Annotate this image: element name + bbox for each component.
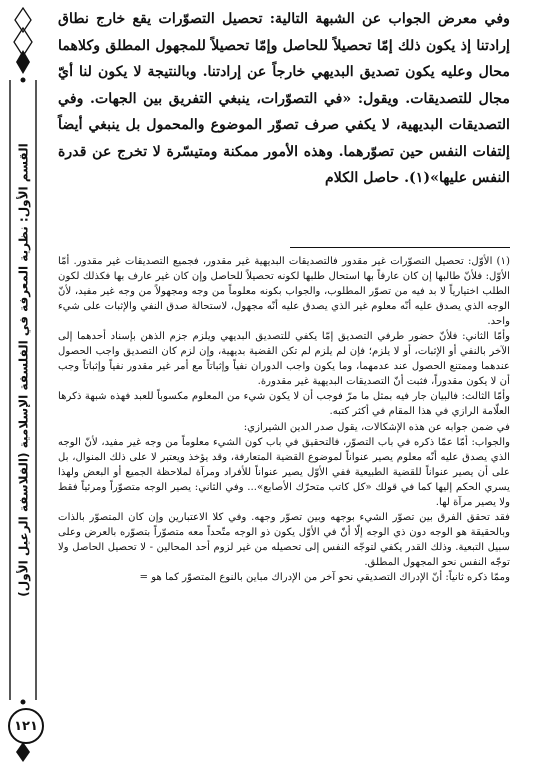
running-head: القسم الأول: نظرية المعرفة في الفلسفة الإسلامية (الفلاسفة الرعيل الأول) (16, 143, 31, 597)
footnote-paragraph-7: وممّا ذكره ثانياً: أنّ الإدراك التصديقي نحو آخر من الإدراك مباين بالنوع المتصوّر كما هو = (139, 571, 510, 583)
decorative-side-border (0, 0, 46, 768)
footnote-paragraph-3: وأمّا الثالث: فالبيان جار فيه بمثل ما مرّ فوجب أن لا يكون شيء من المعلوم مكسوباً للعبد فهذه شبهة ذكرها العلّامة الرازي في هذا المقام في أكثر كتبه. (58, 391, 510, 418)
page-number: ١٢١ (8, 708, 44, 744)
footnote-paragraph-5: والجواب: أمّا عمّا ذكره في باب التصوّر، فالتحقيق في باب كون الشيء معلوماً من وجه غير مفيد، لأنّ الوجه الذي يصدق عليه أنّه معلوم يصير عنواناً لموضوع القضية المتعارفة، وقد يؤخذ ويعتبر لا على ذلك المنوال، بل على أن يصير عنواناً للقضية الطبيعية ففي الأوّل يصير عنواناً للأفراد ومرآة لملاحظة الجميع أو البعض ولهذا يسري الحكم إليها كما في قولك «كل كاتب متحرّك الأصابع»... وفي الثاني: يصير الوجه متصوّراً ومرئياً فقط ولا يصير مرآة لها. (58, 436, 510, 508)
footnote-paragraph-2: وأمّا الثاني: فلأنّ حضور طرفي التصديق إمّا يكفي للتصديق البديهي ويلزم جزم الذهن بإسناد أحدهما إلى الآخر بالنفي أو الإثبات، أو لا يلزم؛ فإن لم يلزم لم تكن القضية بديهية، وإن لزم كان التصديق واجب الحصول عندهما وممتنع الحصول عند عدمهما، وما يكون واجب الدوران نفياً وإثباتاً مع أمر غير مقدور نفياً وإثباتاً وجب أن لا يكون مقدوراً، فثبت أنّ التصديقات البديهية غير مقدورة. (58, 331, 510, 388)
footnotes-block (58, 254, 510, 585)
body-paragraph: وفي معرض الجواب عن الشبهة التالية: تحصيل التصوّرات يقع خارج نطاق إرادتنا إذ يكون ذلك إمّا تحصيلاً للحاصل وإمّا تحصيلاً للمجهول المطلق وكلاهما محال وعليه يكون تصديق البديهي خارجاً عن إرادتنا. وبالنتيجة لا يكون لنا أيّ مجال للتصديقات. ويقول: «في التصوّرات، ينبغي التفريق بين الجهات. وفي التصديقات البديهية، لا يكفي صرف تصوّر الموضوع والمحمول بل ينبغي أيضاً إلتفات النفس حين تصوّرهما. وهذه الأمور ممكنة ومتيسّرة لا تخرج عن قدرة النفس عليها»(١). حاصل الكلام (58, 11, 510, 186)
footnote-paragraph-1: (١) الأوّل: تحصيل التصوّرات غير مقدور فالتصديقات البديهية غير مقدور، فجميع التصديقات غير مقدور. أمّا الأوّل: فلأنّ طالبها إن كان عارفاً بها استحال طلبها لكونه تحصيلاً للحاصل وإن كان غير عارف بها فكذلك لكون الطلب اختيارياً لا بد فيه من تصوّر المطلوب، والجواب بكونه معلوماً من وجه ومجهولاً من وجه غير مفيد، لأنّ الوجه الذي يصدق عليه أنّه معلوم غير الذي يصدق عليه أنّه مجهول، لاستحالة صدق النفي والإثبات على شيء واحد. (58, 256, 510, 328)
footnote-separator (290, 247, 510, 248)
main-text-block (58, 6, 510, 192)
footnote-paragraph-4: في ضمن جوابه عن هذه الإشكالات، يقول صدر الدين الشيرازي: (243, 421, 510, 433)
footnote-paragraph-6: فقد تحقق الفرق بين تصوّر الشيء بوجهه وبين تصوّر وجهه. وفي كلا الاعتبارين وإن كان المتصوّر بالذات وبالحقيقة هو الوجه دون ذي الوجه إلّا أنّ في الأوّل يكون ذو الوجه متّحداً معه متصوّراً بتصوّره بالعرض وعلى سبيل التبعية. وذلك القدر يكفي لتوجّه النفس إلى تحصيله من غير لزوم أحد المحالين - لا تحصيل الحاصل ولا توجّه النفس نحو المجهول المطلق. (58, 511, 510, 568)
